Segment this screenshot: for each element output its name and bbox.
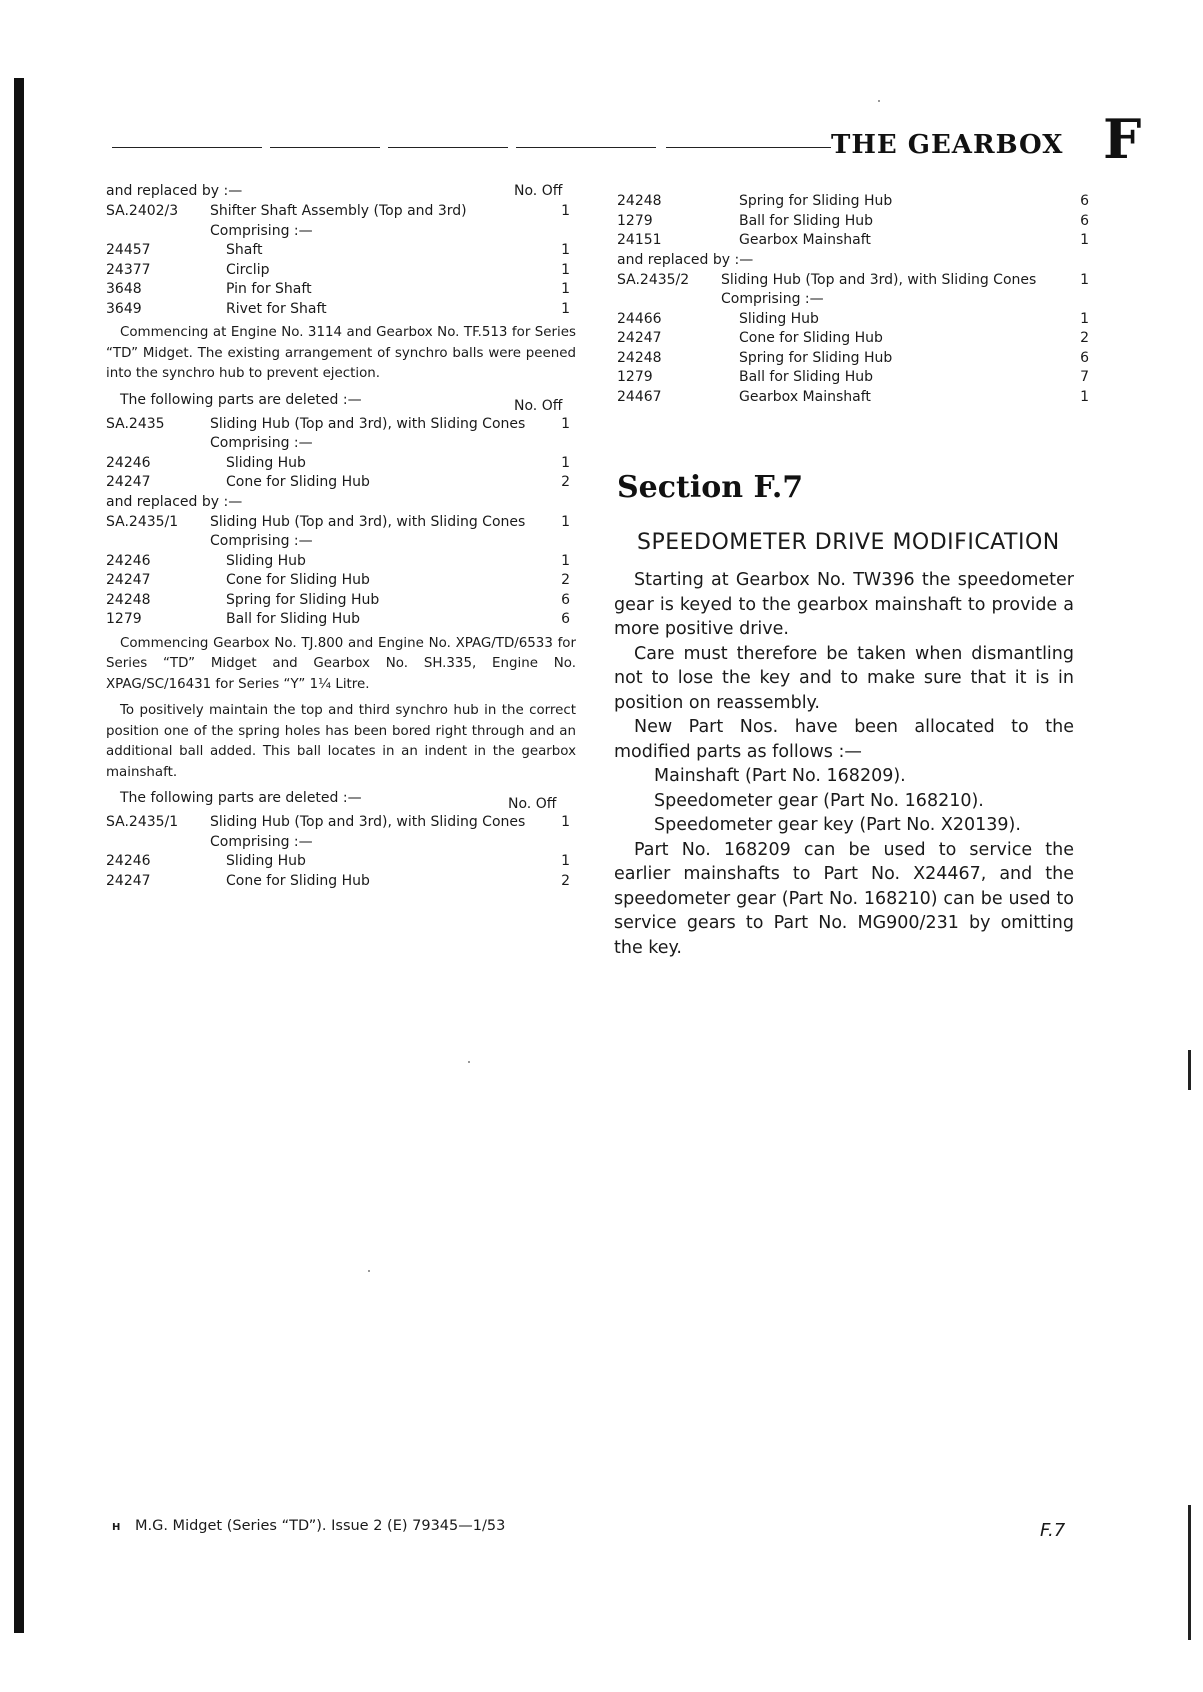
part-quantity: 1 bbox=[561, 814, 570, 830]
part-description: Circlip bbox=[226, 261, 270, 278]
parts-list bbox=[106, 415, 576, 493]
footer-text: M.G. Midget (Series “TD”). Issue 2 (E) 79345—1/53 bbox=[134, 1518, 506, 1534]
part-description: Sliding Hub bbox=[226, 454, 306, 471]
part-quantity: 7 bbox=[1080, 369, 1089, 385]
part-row bbox=[617, 388, 1089, 408]
part-description: Spring for Sliding Hub bbox=[739, 349, 893, 366]
part-description: Gearbox Mainshaft bbox=[739, 232, 871, 248]
part-quantity: 1 bbox=[561, 281, 570, 297]
part-quantity: 6 bbox=[1080, 349, 1089, 366]
header-rule-segment bbox=[516, 147, 656, 148]
part-quantity: 1 bbox=[561, 242, 570, 258]
part-number: 24457 bbox=[106, 242, 151, 258]
part-number: 24246 bbox=[106, 853, 151, 869]
part-row bbox=[106, 571, 576, 591]
page-footer bbox=[112, 1518, 505, 1534]
left-column bbox=[106, 182, 576, 891]
part-quantity: 1 bbox=[561, 261, 570, 278]
part-quantity: 1 bbox=[561, 853, 570, 869]
part-row bbox=[106, 872, 576, 892]
part-number: 1279 bbox=[106, 611, 142, 627]
block1-intro: and replaced by :— bbox=[106, 183, 243, 199]
part-row bbox=[106, 552, 576, 572]
note-paragraph: Commencing Gearbox No. TJ.800 and Engine No. XPAG/TD/6533 for Series “TD” Midget and Gearbox No. SH.335, Engine No. XPAG/SC/16431 for Series “Y” 1¼ Litre. bbox=[106, 635, 576, 692]
part-number: 24247 bbox=[106, 474, 151, 490]
new-part-item: Speedometer gear key (Part No. X20139). bbox=[654, 815, 1021, 835]
block1-header bbox=[106, 182, 576, 202]
binding-spine bbox=[14, 78, 24, 1633]
section-subtitle: SPEEDOMETER DRIVE MODIFICATION bbox=[637, 530, 1060, 555]
part-row bbox=[106, 261, 576, 281]
part-number: 24466 bbox=[617, 310, 662, 327]
part-row bbox=[106, 415, 576, 435]
part-description: Sliding Hub bbox=[226, 552, 306, 569]
no-off-label: No. Off bbox=[514, 397, 563, 414]
block3-intro: and replaced by :— bbox=[106, 493, 243, 510]
right-column-parts bbox=[617, 192, 1089, 407]
part-number: SA.2402/3 bbox=[106, 203, 179, 219]
part-number: 24467 bbox=[617, 388, 662, 405]
part-number: 24248 bbox=[617, 349, 662, 366]
parts-list bbox=[106, 513, 576, 630]
header-rule-segment bbox=[270, 147, 380, 148]
part-row bbox=[617, 290, 1077, 310]
part-quantity: 1 bbox=[1080, 388, 1089, 405]
right-block2-intro: and replaced by :— bbox=[617, 251, 754, 268]
part-row bbox=[106, 852, 576, 872]
part-row bbox=[106, 280, 576, 300]
part-row bbox=[106, 591, 576, 611]
block4-header bbox=[106, 789, 576, 813]
part-description: Sliding Hub bbox=[739, 310, 819, 327]
part-number: 1279 bbox=[617, 212, 653, 229]
parts-list bbox=[106, 813, 576, 891]
part-number: 24246 bbox=[106, 552, 151, 569]
part-number: SA.2435 bbox=[106, 415, 165, 432]
part-description: Comprising :— bbox=[721, 291, 824, 307]
body-paragraph: Part No. 168209 can be used to service the earlier mainshafts to Part No. X24467, and the speedometer gear (Part No. 168210) can be used to service gears to Part No. MG900/231 by omitting the key. bbox=[614, 839, 1074, 958]
part-quantity: 1 bbox=[1080, 232, 1089, 248]
parts-list bbox=[617, 192, 1089, 251]
part-number: 24151 bbox=[617, 232, 662, 248]
part-number: 1279 bbox=[617, 369, 653, 385]
body-paragraph: Starting at Gearbox No. TW396 the speedometer gear is keyed to the gearbox mainshaft to provide a more positive drive. bbox=[614, 570, 1074, 639]
part-description: Comprising :— bbox=[210, 833, 313, 850]
part-row bbox=[106, 434, 576, 454]
part-quantity: 6 bbox=[561, 591, 570, 608]
part-row bbox=[617, 329, 1089, 349]
part-description: Spring for Sliding Hub bbox=[739, 193, 893, 209]
part-quantity: 6 bbox=[561, 611, 570, 627]
part-row bbox=[106, 513, 576, 533]
page-number: F.7 bbox=[1040, 1520, 1066, 1541]
part-number: 24248 bbox=[617, 193, 662, 209]
part-row bbox=[617, 310, 1089, 330]
new-part-item: Speedometer gear (Part No. 168210). bbox=[654, 790, 984, 811]
part-number: 3649 bbox=[106, 300, 142, 317]
part-row bbox=[106, 222, 576, 242]
note-paragraph: To positively maintain the top and third synchro hub in the correct position one of the spring holes has been bored right through and an additional ball added. This ball locates in an indent in the gearbox mainshaft. bbox=[106, 703, 576, 780]
part-number: SA.2435/1 bbox=[106, 513, 179, 530]
part-description: Cone for Sliding Hub bbox=[226, 572, 370, 588]
part-number: 24246 bbox=[106, 454, 151, 471]
part-quantity: 2 bbox=[1080, 330, 1089, 346]
part-description: Ball for Sliding Hub bbox=[739, 369, 874, 385]
part-row bbox=[617, 349, 1089, 369]
part-quantity: 1 bbox=[561, 300, 570, 317]
section-body bbox=[614, 568, 1074, 960]
header-rule-segment bbox=[388, 147, 508, 148]
part-description: Cone for Sliding Hub bbox=[226, 872, 370, 889]
part-quantity: 2 bbox=[561, 872, 570, 889]
part-description: Sliding Hub (Top and 3rd), with Sliding Cones bbox=[210, 513, 526, 530]
part-number: 24247 bbox=[106, 872, 151, 889]
footer-mark: H bbox=[112, 1522, 121, 1533]
part-description: Comprising :— bbox=[210, 222, 313, 239]
note-paragraph: Commencing at Engine No. 3114 and Gearbox No. TF.513 for Series “TD” Midget. The existing arrangement of synchro balls were peened into the synchro hub to prevent ejection. bbox=[106, 325, 576, 381]
part-number: SA.2435/1 bbox=[106, 814, 179, 830]
part-description: Cone for Sliding Hub bbox=[739, 330, 883, 346]
part-description: Comprising :— bbox=[210, 435, 313, 451]
part-quantity: 1 bbox=[561, 454, 570, 471]
part-description: Ball for Sliding Hub bbox=[226, 611, 361, 627]
body-paragraph: Care must therefore be taken when dismantling not to lose the key and to make sure that it is in position on reassembly. bbox=[614, 643, 1074, 713]
part-number: 24247 bbox=[617, 330, 662, 346]
part-quantity: 1 bbox=[561, 513, 570, 530]
no-off-label: No. Off bbox=[514, 183, 563, 199]
scan-edge-mark bbox=[1188, 1050, 1191, 1090]
body-paragraph: New Part Nos. have been allocated to the modified parts as follows :— bbox=[614, 717, 1074, 762]
part-quantity: 1 bbox=[561, 203, 570, 219]
part-description: Shifter Shaft Assembly (Top and 3rd) bbox=[210, 203, 467, 219]
part-quantity: 6 bbox=[1080, 193, 1089, 209]
part-row bbox=[106, 241, 576, 261]
part-quantity: 1 bbox=[561, 415, 570, 432]
part-description: Sliding Hub bbox=[226, 853, 306, 869]
scan-edge-mark bbox=[1188, 1505, 1191, 1640]
block3-header bbox=[106, 493, 576, 513]
block4-intro: The following parts are deleted :— bbox=[120, 790, 362, 806]
part-row bbox=[106, 833, 576, 853]
part-row bbox=[106, 610, 576, 630]
part-description: Pin for Shaft bbox=[226, 281, 312, 297]
scan-speck bbox=[878, 100, 880, 102]
scan-speck bbox=[368, 1270, 370, 1272]
part-row bbox=[106, 532, 576, 552]
part-description: Sliding Hub (Top and 3rd), with Sliding Cones bbox=[210, 814, 526, 830]
header-rule-segment bbox=[666, 147, 831, 148]
part-row bbox=[617, 231, 1089, 251]
part-quantity: 2 bbox=[561, 474, 570, 490]
part-quantity: 1 bbox=[1080, 271, 1089, 288]
part-row bbox=[106, 454, 576, 474]
block2-intro: The following parts are deleted :— bbox=[120, 391, 362, 408]
part-row bbox=[106, 813, 576, 833]
part-quantity: 1 bbox=[1080, 310, 1089, 327]
part-row bbox=[106, 473, 576, 493]
no-off-label: No. Off bbox=[508, 796, 557, 812]
part-description: Sliding Hub (Top and 3rd), with Sliding Cones bbox=[721, 271, 1037, 288]
page-header-title: THE GEARBOX bbox=[831, 130, 1064, 160]
part-row bbox=[617, 212, 1089, 232]
header-rule-segment bbox=[112, 147, 262, 148]
part-row bbox=[617, 192, 1089, 212]
part-row bbox=[106, 300, 576, 320]
part-description: Ball for Sliding Hub bbox=[739, 212, 874, 229]
part-quantity: 6 bbox=[1080, 212, 1089, 229]
parts-list bbox=[617, 271, 1089, 408]
part-number: 24248 bbox=[106, 591, 151, 608]
part-description: Shaft bbox=[226, 242, 263, 258]
part-row bbox=[106, 202, 576, 222]
part-row bbox=[617, 368, 1089, 388]
section-letter: F bbox=[1103, 107, 1142, 171]
new-part-item: Mainshaft (Part No. 168209). bbox=[654, 766, 906, 786]
part-description: Comprising :— bbox=[210, 533, 313, 549]
section-title: Section F.7 bbox=[617, 470, 804, 505]
part-row bbox=[617, 271, 1089, 291]
part-number: SA.2435/2 bbox=[617, 271, 690, 288]
part-number: 24247 bbox=[106, 572, 151, 588]
part-description: Gearbox Mainshaft bbox=[739, 388, 871, 405]
scan-speck bbox=[468, 1061, 470, 1063]
parts-list bbox=[106, 202, 576, 319]
part-quantity: 1 bbox=[561, 552, 570, 569]
part-quantity: 2 bbox=[561, 572, 570, 588]
part-description: Cone for Sliding Hub bbox=[226, 474, 370, 490]
block2-header bbox=[106, 391, 576, 415]
part-description: Rivet for Shaft bbox=[226, 300, 327, 317]
part-description: Sliding Hub (Top and 3rd), with Sliding Cones bbox=[210, 415, 526, 432]
part-description: Spring for Sliding Hub bbox=[226, 591, 380, 608]
right-block2-header bbox=[617, 251, 1077, 271]
part-number: 24377 bbox=[106, 261, 151, 278]
part-number: 3648 bbox=[106, 281, 142, 297]
